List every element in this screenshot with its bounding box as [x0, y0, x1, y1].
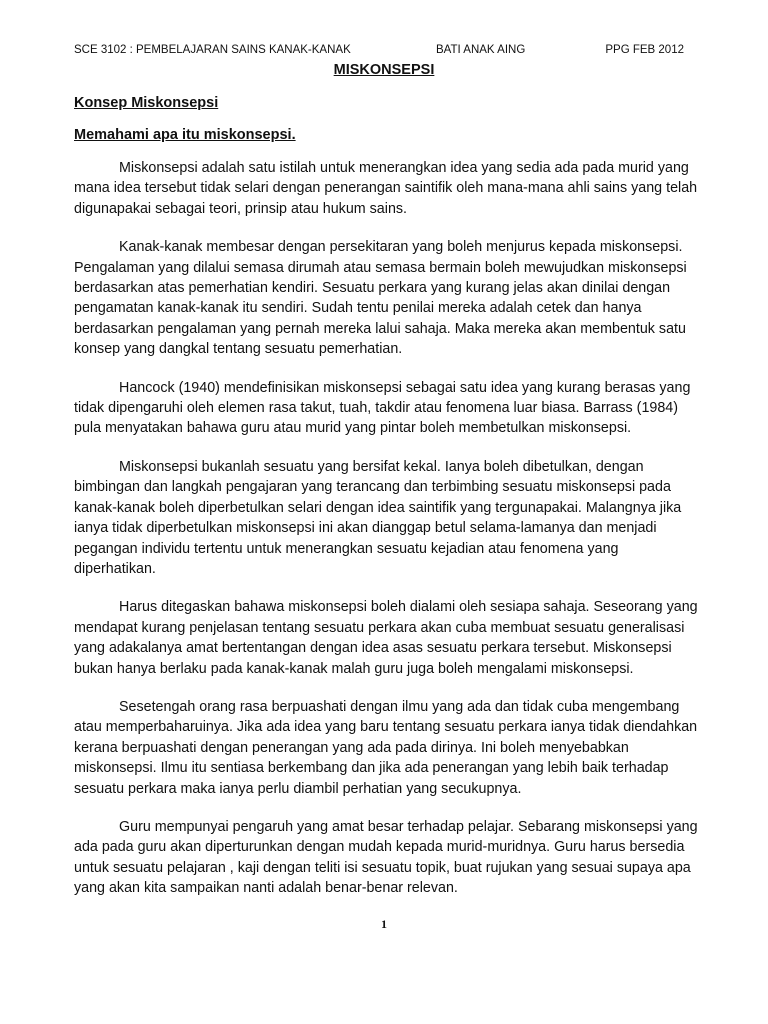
header-author: BATI ANAK AING [436, 44, 526, 56]
paragraph: Kanak-kanak membesar dengan persekitaran yang boleh menjurus kepada miskonsepsi. Pengalaman yang dilalui semasa dirumah atau semasa bermain boleh mewujudkan miskonsepsi berdasarkan atas pemerhatian kendiri. Sesuatu perkara yang kurang jelas akan dinilai dengan pengamatan kanak-kanak itu sendiri. Sudah tentu penilai mereka adalah cetek dan hanya berdasarkan pengalaman yang pernah mereka lalui sahaja. Maka mereka akan membentuk satu konsep yang dangkal tentang sesuatu pemerhatian. [74, 239, 687, 358]
paragraph: Guru mempunyai pengaruh yang amat besar terhadap pelajar. Sebarang miskonsepsi yang ada pada guru akan diperturunkan dengan mudah kepada murid-muridnya. Guru harus bersedia untuk sesuatu pelajaran , kaji dengan teliti isi sesuatu topik, buat rujukan yang sesuai supaya apa yang akan kita sampaikan nanti adalah benar-benar relevan. [74, 818, 698, 897]
page-number: 1 [381, 917, 387, 931]
heading-konsep-miskonsepsi: Konsep Miskonsepsi [74, 95, 219, 111]
body-text [74, 158, 698, 917]
paragraph: Sesetengah orang rasa berpuashati dengan ilmu yang ada dan tidak cuba mengembang atau memperbaharuinya. Jika ada idea yang baru tentang sesuatu perkara ianya tidak diendahkan kerana berpuashati dengan penerangan yang ada pada dirinya. Ini boleh menyebabkan miskonsepsi. Ilmu itu sentiasa berkembang dan jika ada penerangan yang lebih baik terhadap sesuatu perkara maka ianya perlu diambil perhatian yang secukupnya. [74, 698, 698, 797]
heading-memahami-miskonsepsi: Memahami apa itu miskonsepsi. [74, 127, 296, 143]
paragraph: Harus ditegaskan bahawa miskonsepsi boleh dialami oleh sesiapa sahaja. Seseorang yang mendapat kurang penjelasan tentang sesuatu perkara akan cuba membuat sesuatu generalisasi yang adakalanya amat bertentangan dengan idea asas sesuatu perkara tersebut. Miskonsepsi bukan hanya berlaku pada kanak-kanak malah guru juga boleh mengalami miskonsepsi. [74, 599, 698, 677]
paragraph: Miskonsepsi adalah satu istilah untuk menerangkan idea yang sedia ada pada murid yang mana idea tersebut tidak selari dengan penerangan saintifik oleh mana-mana ahli sains yang telah digunapakai sebagai teori, prinsip atau hukum sains. [74, 160, 698, 217]
header-date: PPG FEB 2012 [605, 44, 684, 56]
document-title: MISKONSEPSI [333, 62, 435, 78]
running-header [74, 44, 684, 62]
paragraph: Miskonsepsi bukanlah sesuatu yang bersifat kekal. Ianya boleh dibetulkan, dengan bimbingan dan langkah pengajaran yang terancang dan terbimbing sesuatu miskonsepsi pada kanak-kanak boleh diperbetulkan selari dengan idea saintifik yang tergunapakai. Malangnya jika ianya tidak diperbetulkan miskonsepsi ini akan dianggap betul selama-lamanya dan menjadi pegangan individu tertentu untuk menerangkan sesuatu kejadian atau fenomena yang diperhatikan. [74, 458, 682, 577]
paragraph: Hancock (1940) mendefinisikan miskonsepsi sebagai satu idea yang kurang berasas yang tidak dipengaruhi oleh elemen rasa takut, tuah, takdir atau fenomena luar biasa. Barrass (1984) pula menyatakan bahawa guru atau murid yang pintar boleh membetulkan miskonsepsi. [74, 379, 691, 437]
header-course: SCE 3102 : PEMBELAJARAN SAINS KANAK-KANAK [74, 44, 351, 56]
